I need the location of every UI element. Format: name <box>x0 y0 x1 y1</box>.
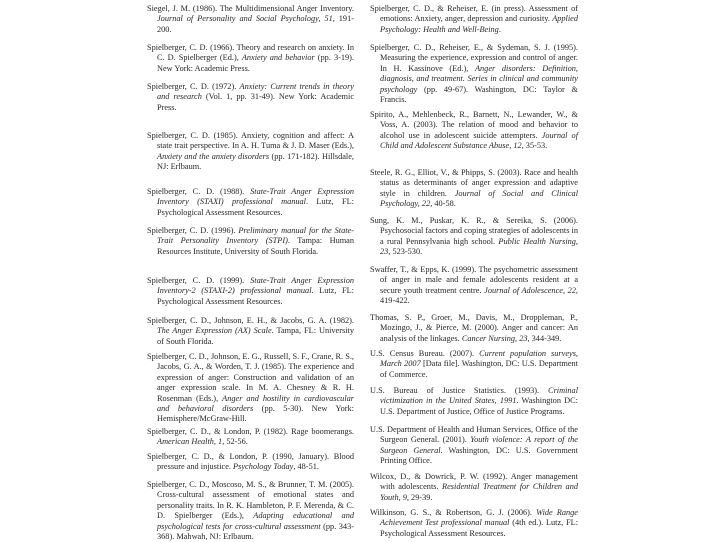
reference-entry: Siegel, J. M. (1986). The Multidimensional Anger Inventory. Journal of Personality and Social Psychology, 51, 191-200. <box>147 4 354 34</box>
reference-entry: Swaffer, T., & Epps, K. (1999). The psychometric assessment of anger in male and female adolescents resident at a secure youth treatment centre. Journal of Adolescence, 22, 419-422. <box>370 265 578 306</box>
reference-entry: Wilcox, D., & Dowrick, P. W. (1992). Anger management with adolescents. Residential Treatment for Children and Youth, 9, 29-39. <box>370 472 578 502</box>
reference-entry: Spielberger, C. D., & London, P. (1982). Rage boomerangs. American Health, 1, 52-56. <box>147 427 354 447</box>
reference-entry: Spielberger, C. D., Reheiser, E., & Sydeman, S. J. (1995). Measuring the experience, expression and control of anger. In H. Kassinove (Ed.), Anger disorders: Definition, diagnosis, and treatment. Series in clinical and community psychology (pp. 49-67). Washington, DC: Taylor & Francis. <box>370 43 579 105</box>
reference-entry: U.S. Bureau of Justice Statistics. (1993). Criminal victimization in the United States, 1991. Washington DC: U.S. Department of Justice, Office of Justice Programs. <box>370 386 578 416</box>
reference-entry: Thomas, S. P., Groer, M., Davis, M., Droppleman, P., Mozingo, J., & Pierce, M. (2000). Anger and cancer: An analysis of the linkages. Cancer Nursing, 23, 344-349. <box>370 313 578 343</box>
reference-entry: Spielberger, C. D. (1996). Preliminary manual for the State-Trait Personality Inventory (STPI). Tampa: Human Resources Institute, University of South Florida. <box>147 226 354 256</box>
reference-entry: Spielberger, C. D. (1966). Theory and research on anxiety. In C. D. Spielberger (Ed.), Anxiety and behavior (pp. 3-19). New York: Academic Press. <box>147 43 354 73</box>
reference-entry: U.S. Department of Health and Human Services, Office of the Surgeon General. (2001). Youth violence: A report of the Surgeon General. Washington, DC: U.S. Government Printing Office. <box>370 425 578 466</box>
reference-entry: Spirito, A., Mehlenbeck, R., Barnett, N., Lewander, W., & Voss, A. (2003). The relation of mood and behavior to alcohol use in adolescent suicide attempters. Journal of Child and Adolescent Substance Abuse, 12, 35-53. <box>370 110 578 151</box>
reference-entry: Spielberger, C. D., Johnson, E. H., & Jacobs, G. A. (1982). The Anger Expression (AX) Scale. Tampa, FL: University of South Florida. <box>147 316 354 346</box>
reference-entry: U.S. Census Bureau. (2007). Current population surveys, March 2007 [Data file]. Washington, DC: U.S. Department of Commerce. <box>370 349 578 379</box>
reference-entry: Spielberger, C. D., & Reheiser, E. (in press). Assessment of emotions: Anxiety, anger, depression and curiosity. Applied Psychology: Health and Well-Being. <box>370 4 578 34</box>
reference-entry: Spielberger, C. D., Moscoso, M. S., & Brunner, T. M. (2005). Cross-cultural assessment of emotional states and personality traits. In R. K. Hambleton, P. F. Merenda, & C. D. Spielberger (Eds.), Adapting educational and psychological tests for cross-cultural assessment (pp. 343-368). Mahwah, NJ: Erlbaum. <box>147 480 354 542</box>
reference-entry: Steele, R. G., Elliot, V., & Phipps, S. (2003). Race and health status as determinants of anger expression and adaptive style in children. Journal of Social and Clinical Psychology, 22, 40-58. <box>370 168 579 209</box>
reference-entry: Spielberger, C. D. (1972). Anxiety: Current trends in theory and research (Vol. 1, pp. 31-49). New York: Academic Press. <box>147 82 354 112</box>
reference-entry: Spielberger, C. D. (1985). Anxiety, cognition and affect: A state trait perspective. In A. H. Tuma & J. D. Maser (Eds.), Anxiety and the anxiety disorders (pp. 171-182). Hillsdale, NJ: Erlbaum. <box>147 131 354 172</box>
reference-entry: Spielberger, C. D., & London, P. (1990, January). Blood pressure and injustice. Psychology Today, 48-51. <box>147 452 354 472</box>
reference-entry: Wilkinson, G. S., & Robertson, G. J. (2006). Wide Range Achievement Test professional manual (4th ed.). Lutz, FL: Psychological Assessment Resources. <box>370 508 579 538</box>
reference-entry: Spielberger, C. D., Johnson, E. G., Russell, S. F., Crane, R. S., Jacobs, G. A., & Worden, T. J. (1985). The experience and expression of anger: Construction and validation of an anger expression scale. In M. A. Chesney & R. H. Rosenman (Eds.), Anger and hostility in cardiovascular and behavioral disorders (pp. 5-30). New York: Hemisphere/McGraw-Hill. <box>147 352 354 424</box>
reference-entry: Spielberger, C. D. (1988). State-Trait Anger Expression Inventory (STAXI) professional manual. Lutz, FL: Psychological Assessment Resources. <box>147 187 354 217</box>
reference-entry: Sung, K. M., Puskar, K. R., & Sereika, S. (2006). Psychosocial factors and coping strategies of adolescents in a rural Pennsylvania high school. Public Health Nursing, 23, 523-530. <box>370 216 578 257</box>
reference-entry: Spielberger, C. D. (1999). State-Trait Anger Expression Inventory-2 (STAXI-2) professional manual. Lutz, FL: Psychological Assessment Resources. <box>147 276 354 306</box>
